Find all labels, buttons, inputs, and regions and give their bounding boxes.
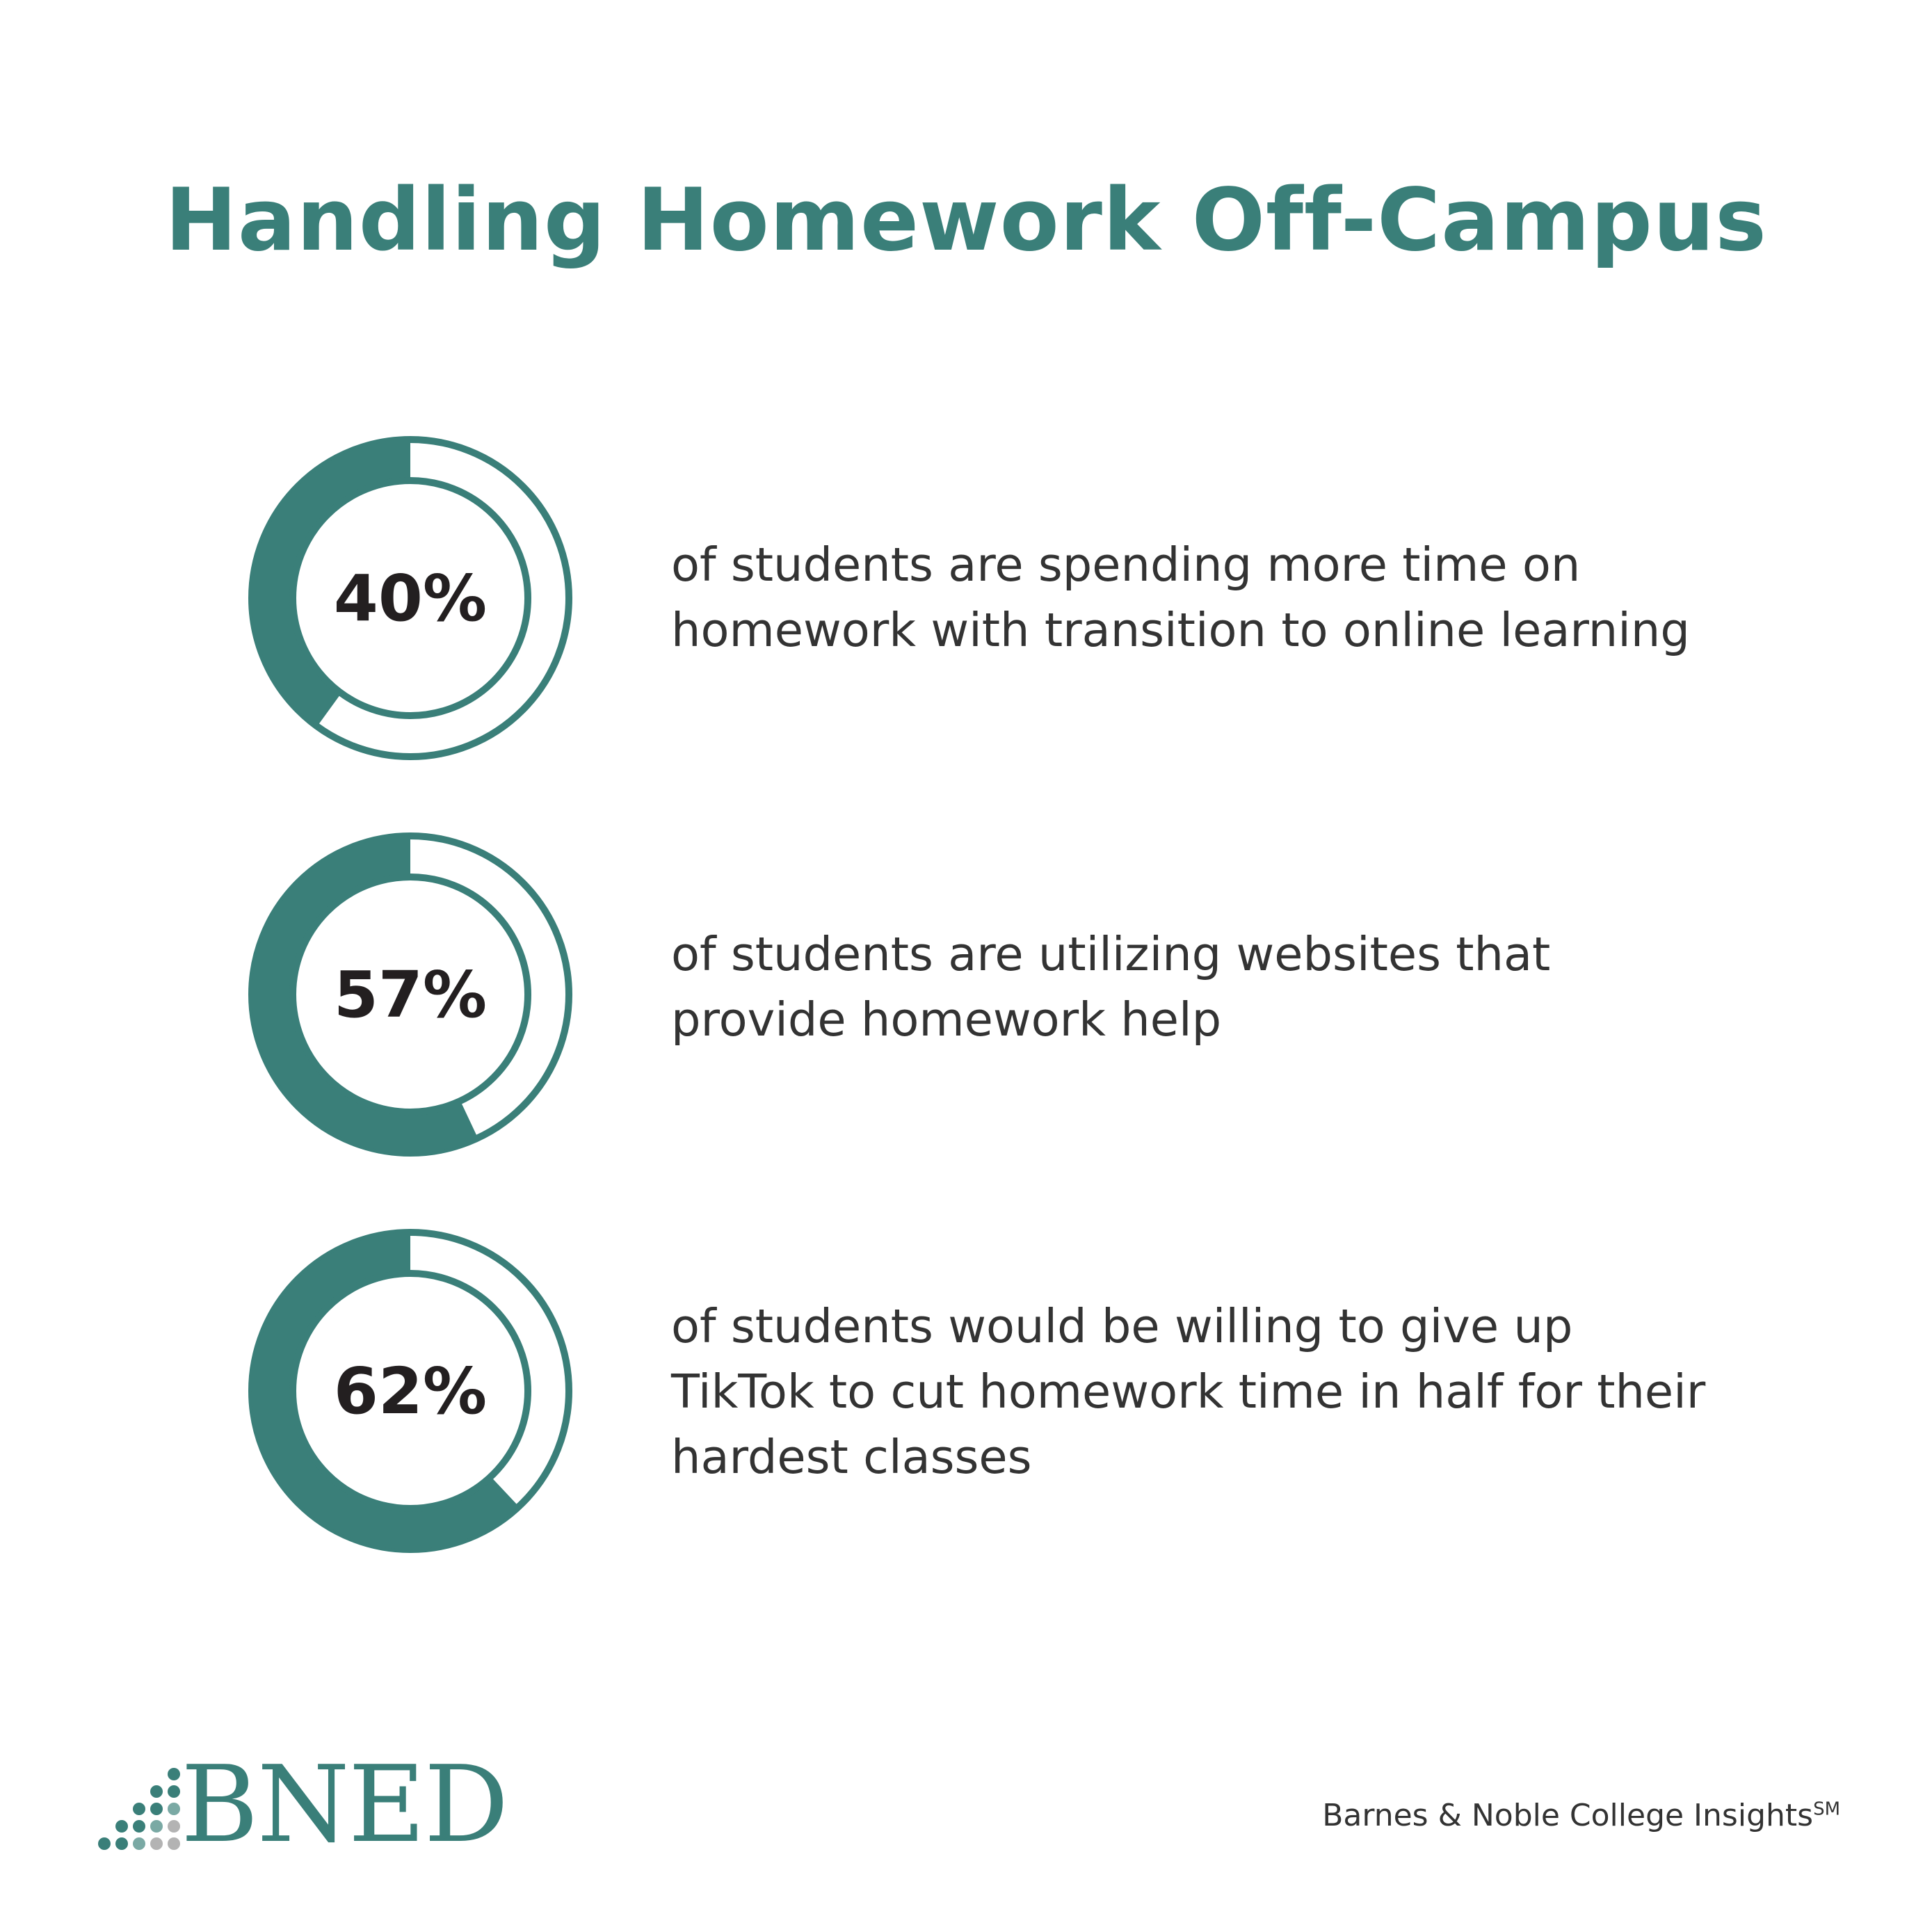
stat-description [671,921,1714,1052]
logo-wordmark: BNED [181,1743,508,1866]
percentage-value: 40% [333,561,488,636]
description-line: of students would be willing to give up [671,1299,1573,1353]
stat-description [671,532,1714,663]
percentage-value: 62% [333,1353,488,1428]
percentage-ring [247,435,574,762]
stat-row [0,831,1932,1158]
stat-row [0,1227,1932,1554]
description-line: homework with transition to online learning [671,603,1690,657]
description-line: of students are utilizing websites that [671,927,1551,981]
percentage-ring [247,831,574,1158]
page-title: Handling Homework Off-Campus [165,170,1767,271]
footer-credit [1322,1798,1840,1833]
description-line: of students are spending more time on [671,538,1581,592]
description-line: TikTok to cut homework time in half for their [671,1365,1706,1419]
stat-row [0,435,1932,762]
description-line: hardest classes [671,1430,1032,1484]
description-line: provide homework help [671,992,1222,1047]
percentage-value: 57% [333,957,488,1032]
stat-description [671,1294,1714,1490]
service-mark: SM [1813,1798,1840,1820]
logo-dots-icon [94,1753,181,1857]
credit-text: Barnes & Noble College Insights [1322,1798,1814,1833]
bned-logo [94,1743,546,1866]
percentage-ring [247,1227,574,1554]
